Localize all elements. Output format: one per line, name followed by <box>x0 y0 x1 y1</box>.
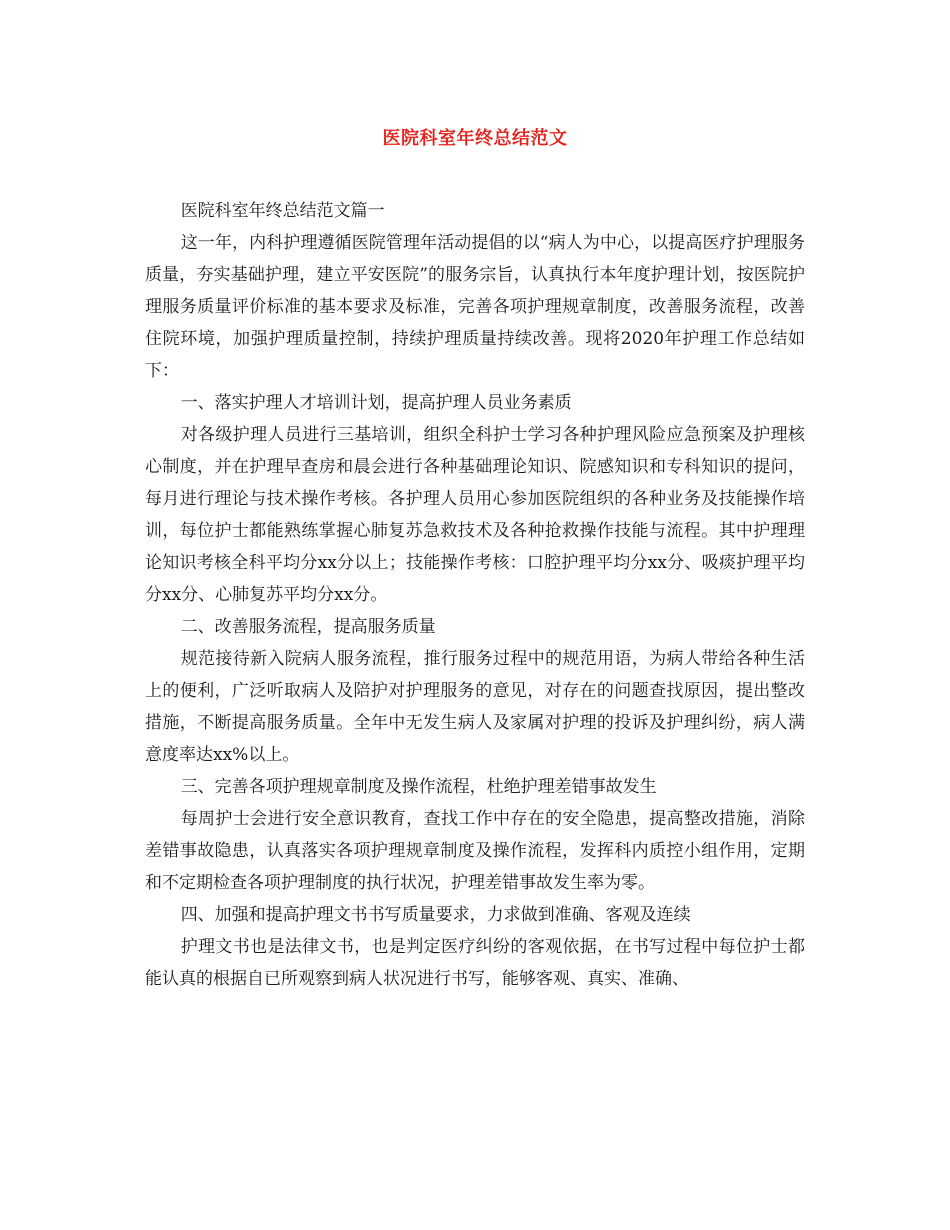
paragraph-intro: 这一年，内科护理遵循医院管理年活动提倡的以“病人为中心，以提高医疗护理服务质量，夯实基础护理，建立平安医院”的服务宗旨，认真执行本年度护理计划，按医院护理服务质量评价标准的基本要求及标准，完善各项护理规章制度，改善服务流程，改善住院环境，加强护理质量控制，持续护理质量持续改善。现将2020年护理工作总结如下： <box>145 233 805 381</box>
section-heading-1: 一、落实护理人才培训计划，提高护理人员业务素质 <box>180 393 572 413</box>
section-heading-4: 四、加强和提高护理文书书写质量要求，力求做到准确、客观及连续 <box>180 905 691 925</box>
section-heading-2: 二、改善服务流程，提高服务质量 <box>180 617 436 637</box>
document-body <box>145 195 805 995</box>
document-title: 医院科室年终总结范文 <box>382 128 568 149</box>
paragraph-section-2: 规范接待新入院病人服务流程，推行服务过程中的规范用语，为病人带给各种生活上的便利，广泛听取病人及陪护对护理服务的意见，对存在的问题查找原因，提出整改措施，不断提高服务质量。全年中无发生病人及家属对护理的投诉及护理纠纷，病人满意度率达xx%以上。 <box>145 649 805 765</box>
paragraph-section-1: 对各级护理人员进行三基培训，组织全科护士学习各种护理风险应急预案及护理核心制度，并在护理早查房和晨会进行各种基础理论知识、院感知识和专科知识的提问，每月进行理论与技术操作考核。各护理人员用心参加医院组织的各种业务及技能操作培训，每位护士都能熟练掌握心肺复苏急救技术及各种抢救操作技能与流程。其中护理理论知识考核全科平均分xx分以上；技能操作考核：口腔护理平均分xx分、吸痰护理平均分xx分、心肺复苏平均分xx分。 <box>145 425 805 605</box>
paragraph-subtitle: 医院科室年终总结范文篇一 <box>180 201 385 221</box>
paragraph-section-3: 每周护士会进行安全意识教育，查找工作中存在的安全隐患，提高整改措施，消除差错事故隐患，认真落实各项护理规章制度及操作流程，发挥科内质控小组作用，定期和不定期检查各项护理制度的执行状况，护理差错事故发生率为零。 <box>145 809 805 893</box>
paragraph-section-4: 护理文书也是法律文书，也是判定医疗纠纷的客观依据，在书写过程中每位护士都能认真的根据自已所观察到病人状况进行书写，能够客观、真实、准确、 <box>145 937 805 989</box>
section-heading-3: 三、完善各项护理规章制度及操作流程，杜绝护理差错事故发生 <box>180 777 657 797</box>
